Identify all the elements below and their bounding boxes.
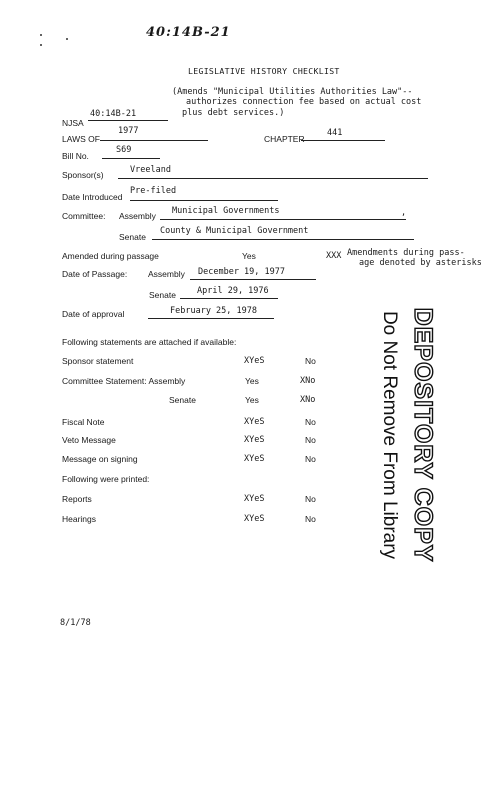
committee-senate-label: Senate [119, 232, 146, 242]
committee-label: Committee: [62, 211, 106, 221]
date-introduced-label: Date Introduced [62, 192, 123, 202]
veto-message-label: Veto Message [62, 435, 116, 445]
reports-no: No [305, 494, 316, 504]
message-on-signing-label: Message on signing [62, 454, 138, 464]
sponsor-value: Vreeland [130, 165, 171, 175]
chapter-value: 441 [327, 128, 343, 138]
fiscal-note-no: No [305, 417, 316, 427]
footer-date: 8/1/78 [60, 618, 91, 628]
committee-senate-value: County & Municipal Government [160, 226, 309, 236]
hearings-yes: XYeS [244, 514, 265, 524]
amends-line-3: plus debt services.) [182, 108, 285, 118]
committee-assembly-label: Assembly [119, 211, 156, 221]
bill-value: S69 [116, 145, 132, 155]
speck [40, 34, 42, 36]
passage-senate-value: April 29, 1976 [197, 286, 269, 296]
fiscal-note-label: Fiscal Note [62, 417, 105, 427]
attached-heading: Following statements are attached if available: [62, 337, 237, 347]
veto-message-no: No [305, 435, 316, 445]
njsa-value: 40:14B-21 [90, 109, 137, 119]
passage-assembly-label: Assembly [148, 269, 185, 279]
speck [66, 38, 68, 40]
approval-underline [148, 318, 274, 319]
amends-line-1: (Amends "Municipal Utilities Authorities Law"-- [172, 87, 413, 97]
passage-senate-label: Senate [149, 290, 176, 300]
committee-statement-assembly-label: Committee Statement: Assembly [62, 376, 186, 386]
laws-value: 1977 [118, 126, 139, 136]
message-on-signing-no: No [305, 454, 316, 464]
approval-label: Date of approval [62, 309, 125, 319]
amend-note-line-2: age denoted by asterisks [359, 258, 482, 268]
reports-yes: XYeS [244, 494, 265, 504]
handwritten-citation: 40:14B-21 [146, 25, 231, 40]
printed-heading: Following were printed: [62, 474, 150, 484]
passage-assembly-underline [190, 279, 316, 280]
committee-senate-underline [152, 239, 414, 240]
chapter-label: CHAPTER [264, 134, 305, 144]
amends-line-2: authorizes connection fee based on actual cost [186, 97, 422, 107]
committee-statement-assembly-yes: Yes [245, 376, 259, 386]
stray-mark: , [401, 208, 407, 218]
passage-senate-underline [180, 298, 278, 299]
hearings-no: No [305, 514, 316, 524]
sponsor-statement-no: No [305, 356, 316, 366]
hearings-label: Hearings [62, 514, 97, 524]
njsa-label: NJSA [62, 118, 84, 128]
committee-assembly-value: Municipal Governments [172, 206, 280, 216]
reports-label: Reports [62, 494, 92, 504]
fiscal-note-yes: XYeS [244, 417, 265, 427]
bill-underline [102, 158, 160, 159]
date-introduced-underline [130, 200, 278, 201]
amended-label: Amended during passage [62, 251, 159, 261]
committee-statement-senate-label: Senate [169, 395, 196, 405]
bill-label: Bill No. [62, 151, 89, 161]
date-introduced-value: Pre-filed [130, 186, 177, 196]
stamp-depository-copy: DEPOSITORY COPY [409, 307, 438, 563]
chapter-underline [301, 140, 385, 141]
committee-statement-senate-yes: Yes [245, 395, 259, 405]
amend-note-line-1: Amendments during pass- [347, 248, 465, 258]
sponsor-label: Sponsor(s) [62, 170, 104, 180]
committee-statement-assembly-no: XNo [300, 376, 316, 386]
committee-assembly-underline [160, 219, 406, 220]
stamp-do-not-remove: Do Not Remove From Library [379, 310, 400, 560]
message-on-signing-yes: XYeS [244, 454, 265, 464]
sponsor-underline [118, 178, 428, 179]
page-title: LEGISLATIVE HISTORY CHECKLIST [188, 66, 340, 76]
speck [40, 44, 42, 46]
approval-value: February 25, 1978 [170, 306, 257, 316]
amended-yes: Yes [242, 251, 256, 261]
committee-statement-senate-no: XNo [300, 395, 316, 405]
sponsor-statement-label: Sponsor statement [62, 356, 134, 366]
amended-no: XXX [326, 251, 342, 261]
laws-underline [100, 140, 208, 141]
veto-message-yes: XYeS [244, 435, 265, 445]
laws-label: LAWS OF [62, 134, 100, 144]
njsa-underline [88, 120, 168, 121]
passage-assembly-value: December 19, 1977 [198, 267, 285, 277]
depository-stamp [372, 307, 442, 563]
sponsor-statement-yes: XYeS [244, 356, 265, 366]
passage-label: Date of Passage: [62, 269, 128, 279]
